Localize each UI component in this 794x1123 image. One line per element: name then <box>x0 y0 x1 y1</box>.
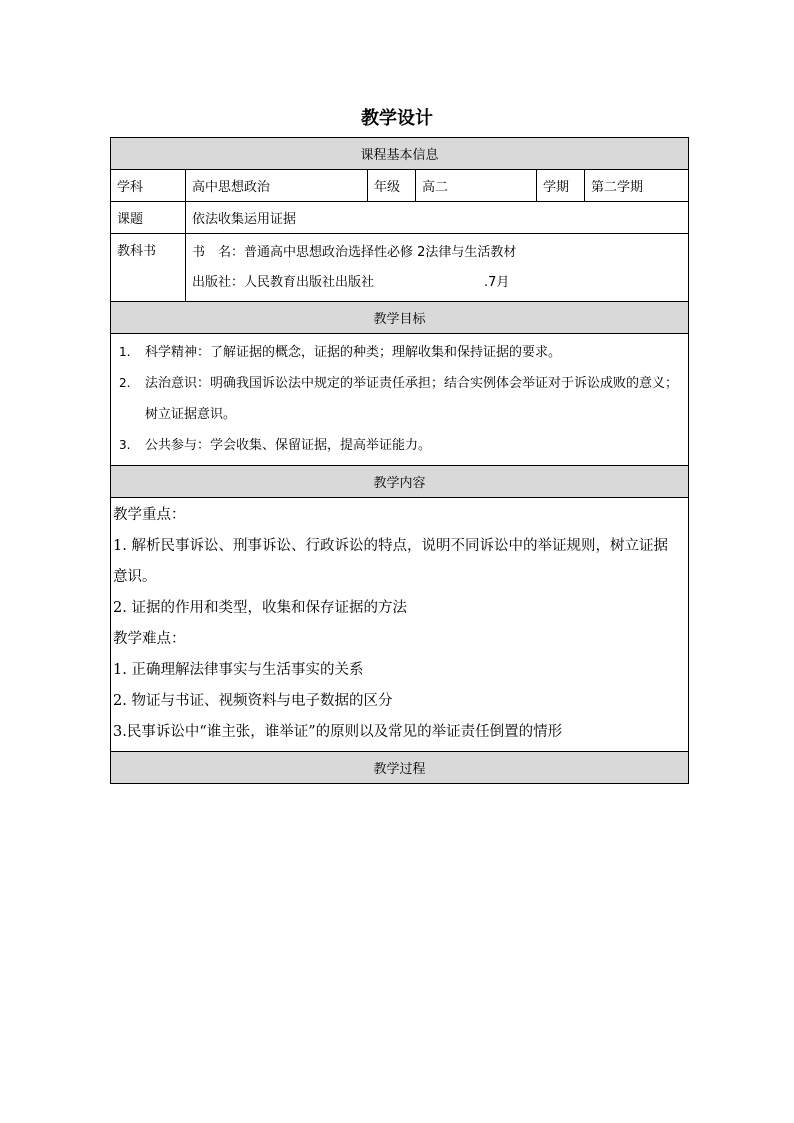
key-point-item: 2. 证据的作用和类型，收集和保存证据的方法 <box>113 600 407 616</box>
objective-text: 科学精神：了解证据的概念，证据的种类；理解收集和保持证据的要求。 <box>145 345 562 360</box>
content-row <box>111 498 689 752</box>
objectives-row <box>111 334 689 466</box>
topic-value: 依法收集运用证据 <box>186 202 689 234</box>
key-points-label: 教学重点： <box>113 507 186 523</box>
key-point-item: 1. 解析民事诉讼、刑事诉讼、行政诉讼的特点，说明不同诉讼中的举证规则，树立证据意识。 <box>113 538 668 585</box>
section-header-content: 教学内容 <box>111 466 689 498</box>
subject-label: 学科 <box>111 170 186 202</box>
term-value: 第二学期 <box>585 170 689 202</box>
info-row-topic <box>111 202 689 234</box>
section-content <box>111 466 689 498</box>
section-basic-info <box>111 138 689 170</box>
objective-number: 1. <box>119 345 131 359</box>
difficult-point-item: 1. 正确理解法律事实与生活事实的关系 <box>113 662 364 678</box>
topic-label: 课题 <box>111 202 186 234</box>
objective-item <box>117 368 682 430</box>
content-body <box>111 498 689 752</box>
publish-date: .7月 <box>484 274 510 290</box>
textbook-label: 教科书 <box>111 234 186 302</box>
section-objectives <box>111 302 689 334</box>
subject-value: 高中思想政治 <box>186 170 368 202</box>
objective-item <box>117 337 682 368</box>
grade-value: 高二 <box>416 170 537 202</box>
difficult-point-item: 3.民事诉讼中“谁主张，谁举证”的原则以及常见的举证责任倒置的情形 <box>113 724 563 740</box>
objective-item <box>117 430 682 461</box>
section-header-process: 教学过程 <box>111 752 689 784</box>
objective-text: 法治意识：明确我国诉讼法中规定的举证责任承担；结合实例体会举证对于诉讼成败的意义；树立证据意识。 <box>145 376 679 422</box>
page-title: 教学设计 <box>361 108 433 129</box>
lesson-plan-table <box>110 137 689 784</box>
objective-number: 3. <box>119 438 131 452</box>
term-label: 学期 <box>537 170 585 202</box>
book-name: 书 名：普通高中思想政治选择性必修 2法律与生活教材 <box>192 244 517 260</box>
textbook-details <box>186 234 689 302</box>
objective-number: 2. <box>119 376 131 390</box>
info-row-textbook <box>111 234 689 302</box>
grade-label: 年级 <box>368 170 416 202</box>
objective-text: 公共参与：学会收集、保留证据，提高举证能力。 <box>145 438 432 453</box>
info-row-subject <box>111 170 689 202</box>
section-header-basic-info: 课程基本信息 <box>111 138 689 170</box>
section-header-objectives: 教学目标 <box>111 302 689 334</box>
publisher: 出版社：人民教育出版社出版社 <box>192 274 375 290</box>
section-process <box>111 752 689 784</box>
difficult-points-label: 教学难点： <box>113 631 186 647</box>
objectives-list <box>111 334 689 466</box>
difficult-point-item: 2. 物证与书证、视频资料与电子数据的区分 <box>113 693 393 709</box>
publisher-line <box>192 268 682 298</box>
